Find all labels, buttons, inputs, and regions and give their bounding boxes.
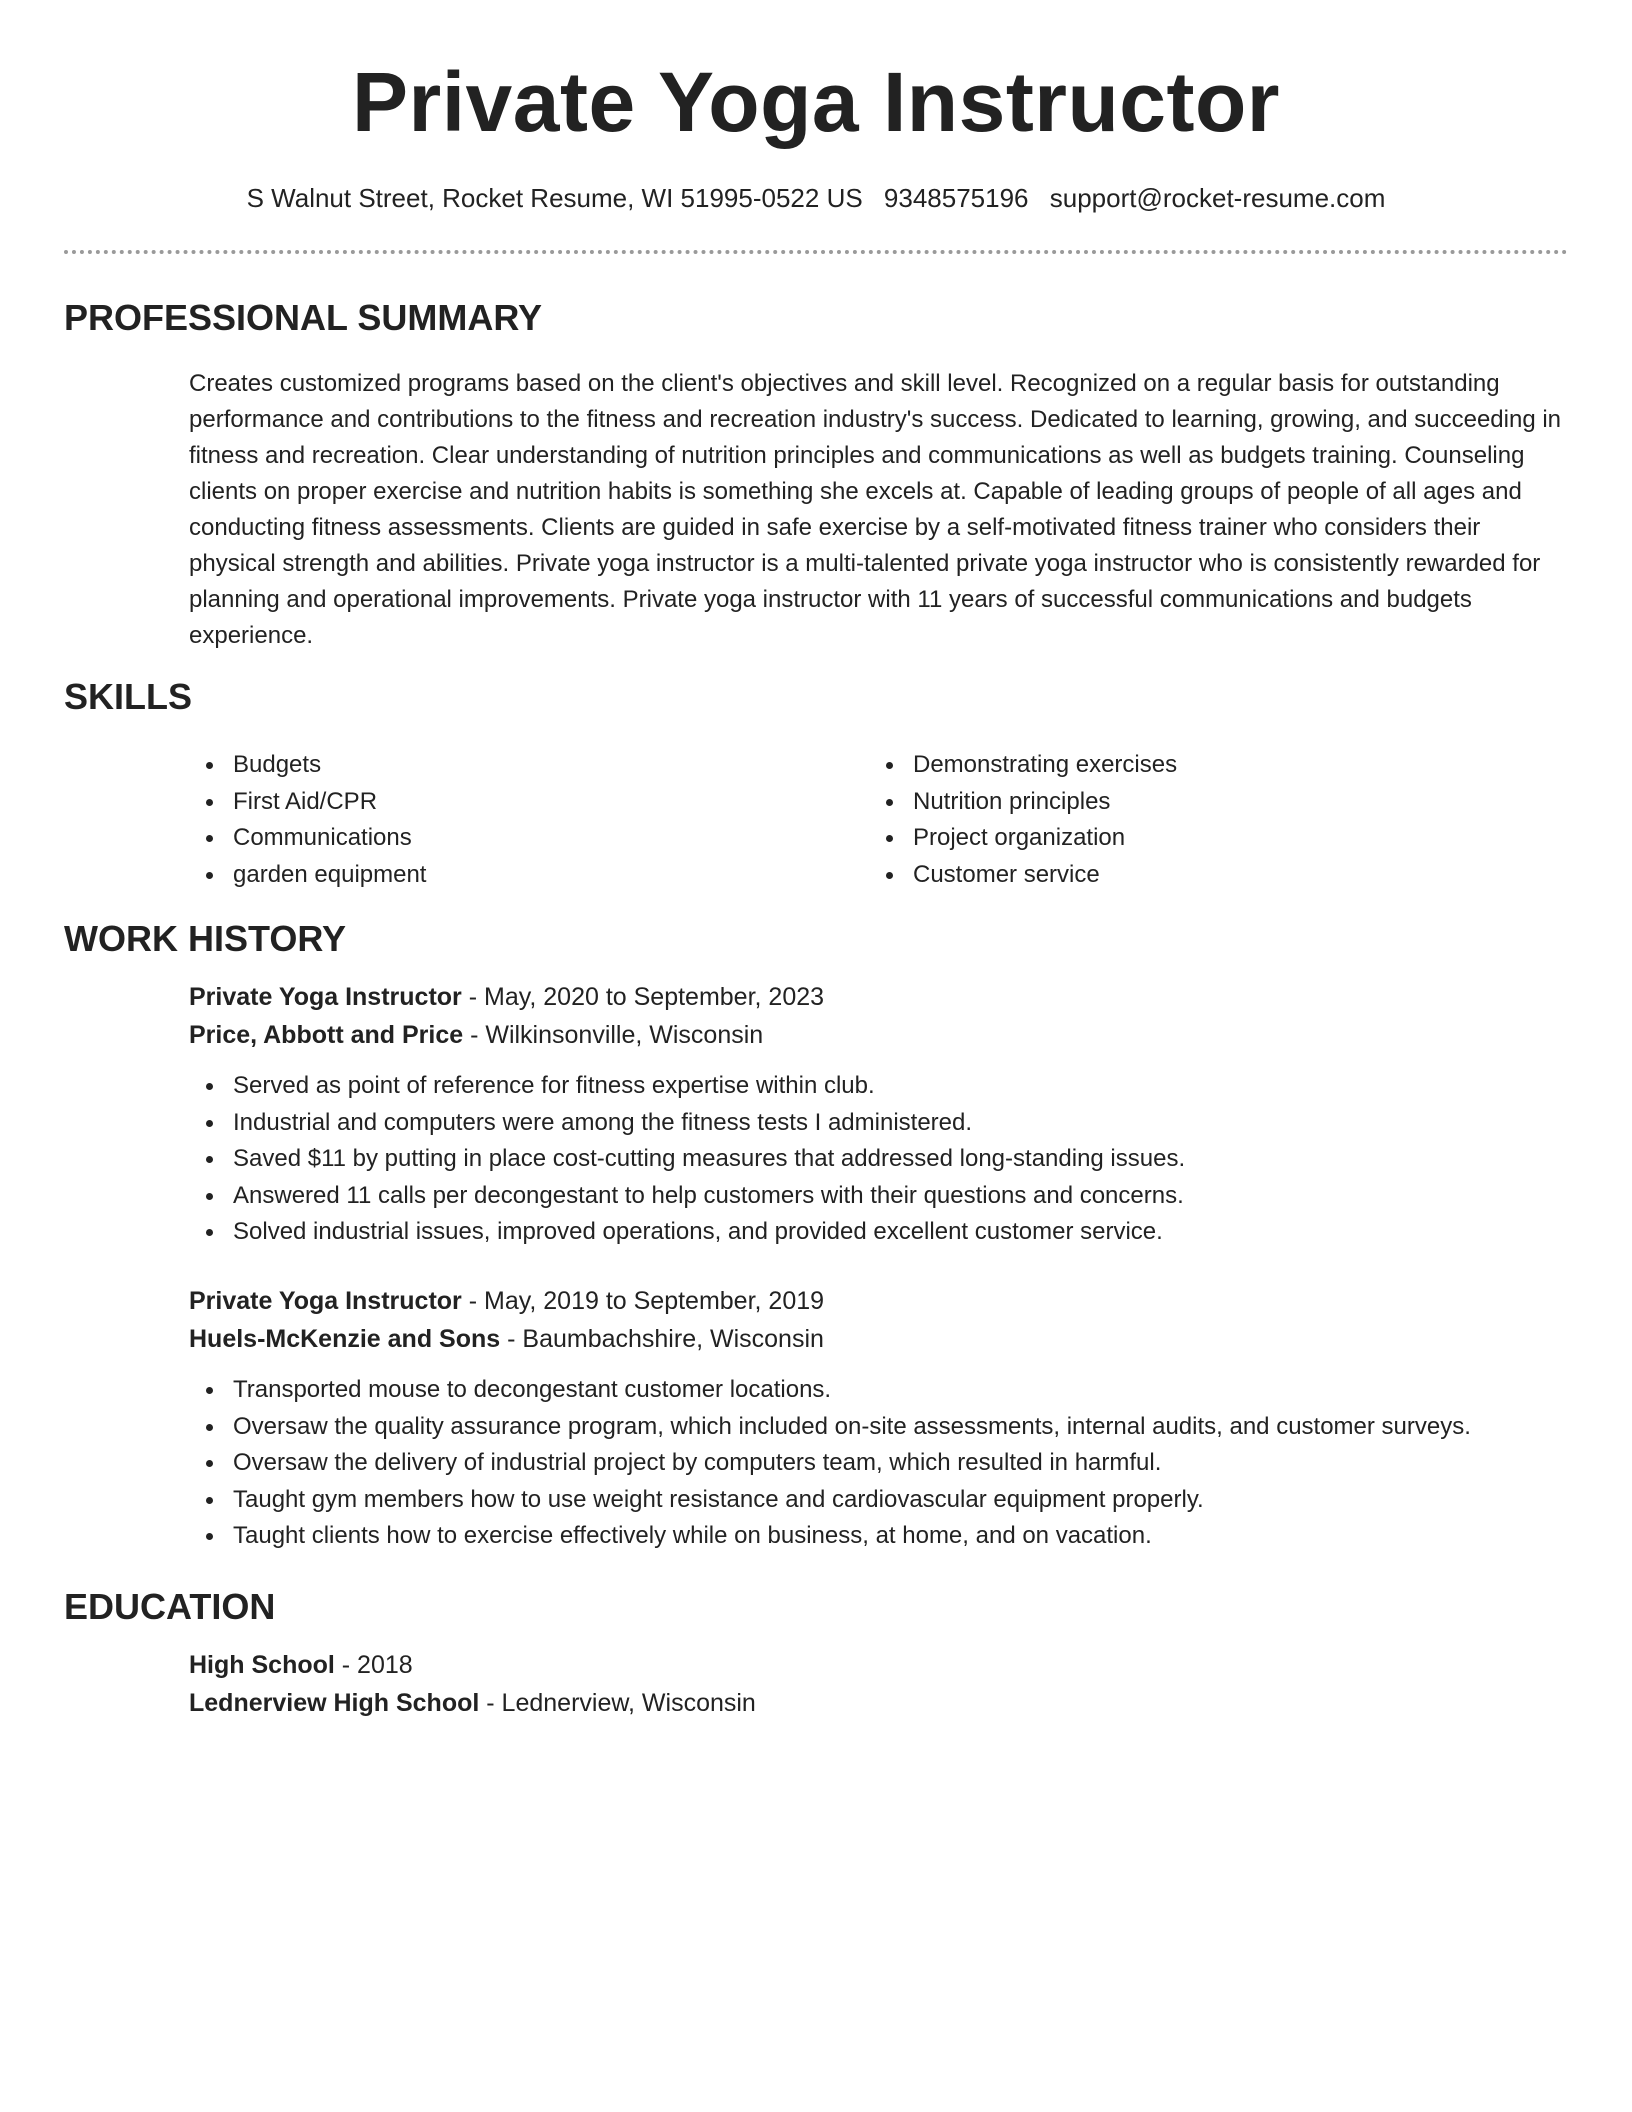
header-divider [64, 250, 1568, 254]
skill-item: Customer service [869, 857, 1549, 894]
summary-heading: PROFESSIONAL SUMMARY [64, 297, 543, 338]
job-duty: Saved $11 by putting in place cost-cutting measures that addressed long-standing issues. [189, 1141, 1569, 1178]
job-duty: Industrial and computers were among the fitness tests I administered. [189, 1105, 1569, 1142]
contact-line [0, 180, 1632, 216]
job-location: - Baumbachshire, Wisconsin [500, 1325, 824, 1353]
job-duty: Transported mouse to decongestant customer locations. [189, 1372, 1569, 1409]
skills-column-left [189, 747, 869, 893]
job-title-line [189, 1282, 1569, 1320]
contact-address: S Walnut Street, Rocket Resume, WI 51995-0522 US [246, 183, 863, 213]
job-company-line [189, 1016, 1569, 1054]
work-history-heading: WORK HISTORY [64, 918, 347, 959]
skills-column-right [869, 747, 1549, 893]
job-dates: - May, 2019 to September, 2019 [461, 1287, 825, 1315]
skill-item: garden equipment [189, 857, 869, 894]
job-location: - Wilkinsonville, Wisconsin [463, 1021, 764, 1049]
job-role: Private Yoga Instructor [189, 983, 462, 1011]
education-location: - Lednerview, Wisconsin [479, 1689, 756, 1717]
education-school-line [189, 1684, 1569, 1722]
job-entry [189, 978, 1569, 1251]
job-company: Price, Abbott and Price [189, 1021, 464, 1049]
job-duty: Oversaw the quality assurance program, which included on-site assessments, internal audits, and customer surveys. [189, 1409, 1569, 1446]
skills-list [189, 747, 1569, 893]
skill-item: Project organization [869, 820, 1549, 857]
contact-phone: 9348575196 [883, 183, 1029, 213]
job-duties [189, 1372, 1569, 1555]
contact-email: support@rocket-resume.com [1049, 183, 1386, 213]
job-role: Private Yoga Instructor [189, 1287, 462, 1315]
skill-item: Communications [189, 820, 869, 857]
education-degree: High School [189, 1651, 335, 1679]
education-degree-line [189, 1646, 1569, 1684]
skill-item: Budgets [189, 747, 869, 784]
job-entry [189, 1282, 1569, 1555]
job-dates: - May, 2020 to September, 2023 [461, 983, 825, 1011]
skills-heading: SKILLS [64, 676, 193, 717]
education-heading: EDUCATION [64, 1586, 276, 1627]
skill-item: First Aid/CPR [189, 784, 869, 821]
job-duty: Solved industrial issues, improved operations, and provided excellent customer service. [189, 1214, 1569, 1251]
job-duty: Taught gym members how to use weight resistance and cardiovascular equipment properly. [189, 1482, 1569, 1519]
job-title-line [189, 978, 1569, 1016]
job-duty: Oversaw the delivery of industrial project by computers team, which resulted in harmful. [189, 1445, 1569, 1482]
job-duty: Served as point of reference for fitness expertise within club. [189, 1068, 1569, 1105]
education-year: - 2018 [334, 1651, 413, 1679]
job-duties [189, 1068, 1569, 1251]
candidate-name: Private Yoga Instructor [352, 55, 1280, 149]
skill-item: Demonstrating exercises [869, 747, 1549, 784]
job-duty: Taught clients how to exercise effectively while on business, at home, and on vacation. [189, 1518, 1569, 1555]
education-school: Lednerview High School [189, 1689, 480, 1717]
job-company-line [189, 1320, 1569, 1358]
job-duty: Answered 11 calls per decongestant to help customers with their questions and concerns. [189, 1178, 1569, 1215]
job-company: Huels-McKenzie and Sons [189, 1325, 501, 1353]
summary-text: Creates customized programs based on the client's objectives and skill level. Recognized on a regular basis for outstanding performance and contributions to the fitness and recreation industry's success. Dedicated to learning, growing, and succeeding in fitness and recreation. Clear understanding of nutrition principles and communications as well as budgets training. Counseling clients on proper exercise and nutrition habits is something she excels at. Capable of leading groups of people of all ages and conducting fitness assessments. Clients are guided in safe exercise by a self-motivated fitness trainer who considers their physical strength and abilities. Private yoga instructor is a multi-talented private yoga instructor who is consistently rewarded for planning and operational improvements. Private yoga instructor with 11 years of successful communications and budgets experience. [189, 370, 1562, 649]
skill-item: Nutrition principles [869, 784, 1549, 821]
education-entry [189, 1646, 1569, 1722]
